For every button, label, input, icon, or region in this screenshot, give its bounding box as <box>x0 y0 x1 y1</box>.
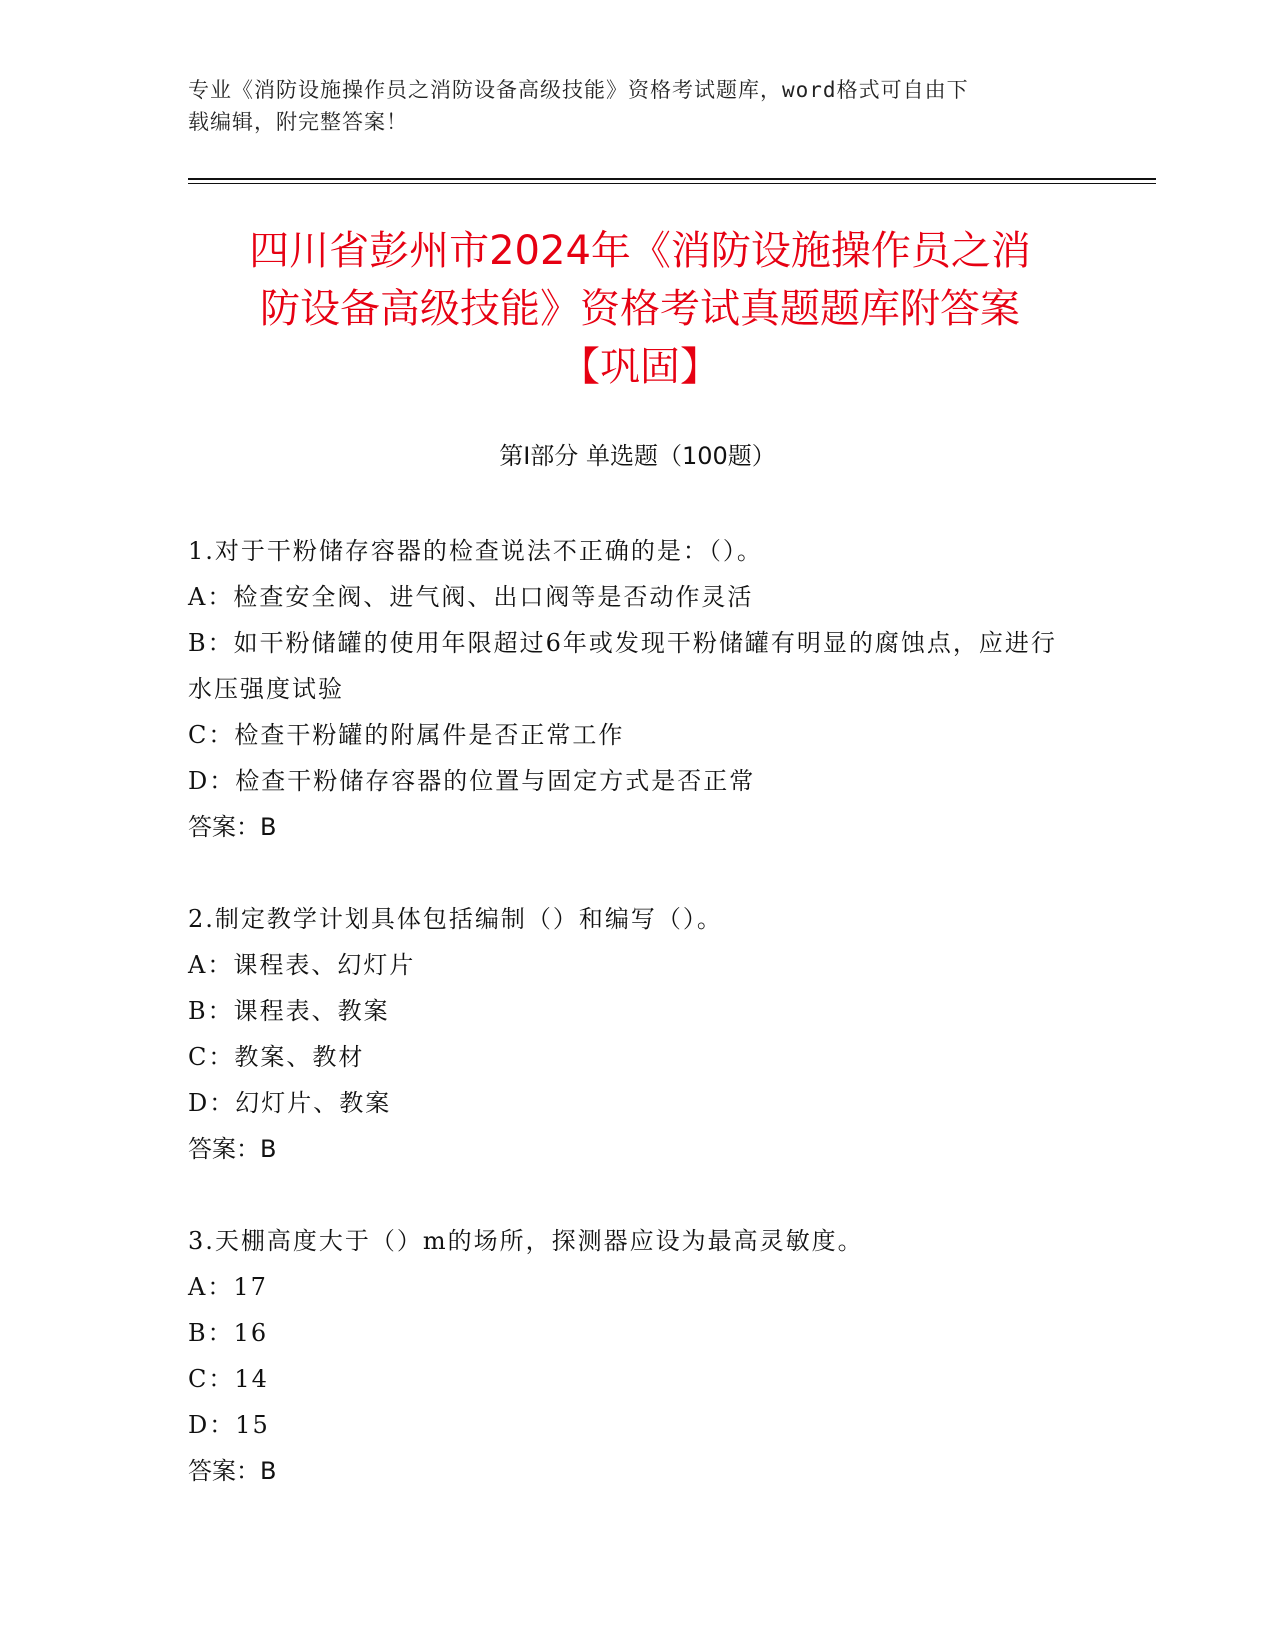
question-stem: 2.制定教学计划具体包括编制（）和编写（）。 <box>188 905 723 933</box>
question-stem: 1.对于干粉储存容器的检查说法不正确的是：（）。 <box>188 537 763 565</box>
option-c: C：教案、教材 <box>188 1043 365 1071</box>
section-heading: 第Ⅰ部分 单选题（100题） <box>499 442 776 470</box>
question-3 <box>188 1218 1068 1494</box>
document-title <box>180 222 1100 396</box>
option-a: A：课程表、幻灯片 <box>188 951 416 979</box>
option-a: A：17 <box>188 1273 268 1301</box>
document-title-line1: 四川省彭州市2024年《消防设施操作员之消 <box>249 228 1031 274</box>
option-d: D：幻灯片、教案 <box>188 1089 392 1117</box>
option-b: B：课程表、教案 <box>188 997 390 1025</box>
option-c: C：14 <box>188 1365 269 1393</box>
header-divider-thick <box>188 178 1156 180</box>
option-b: B：如干粉储罐的使用年限超过6年或发现干粉储罐有明显的腐蚀点，应进行水压强度试验 <box>188 629 1057 703</box>
option-a: A：检查安全阀、进气阀、出口阀等是否动作灵活 <box>188 583 754 611</box>
question-list <box>188 528 1068 1540</box>
option-d: D：15 <box>188 1411 270 1439</box>
question-stem: 3.天棚高度大于（）m的场所，探测器应设为最高灵敏度。 <box>188 1227 864 1255</box>
answer: 答案：B <box>188 1135 277 1163</box>
answer: 答案：B <box>188 1457 277 1485</box>
document-title-line3: 【巩固】 <box>560 344 720 390</box>
option-c: C：检查干粉罐的附属件是否正常工作 <box>188 721 625 749</box>
header-note-line1: 专业《消防设施操作员之消防设备高级技能》资格考试题库，word格式可自由下 <box>188 78 969 102</box>
question-1 <box>188 528 1068 850</box>
document-title-line2: 防设备高级技能》资格考试真题题库附答案 <box>260 286 1020 332</box>
header-divider-thin <box>188 183 1156 184</box>
header-note-line2: 载编辑，附完整答案！ <box>188 110 408 134</box>
option-b: B：16 <box>188 1319 269 1347</box>
question-2 <box>188 896 1068 1172</box>
header-note <box>188 74 1088 138</box>
option-d: D：检查干粉储存容器的位置与固定方式是否正常 <box>188 767 756 795</box>
answer: 答案：B <box>188 813 277 841</box>
